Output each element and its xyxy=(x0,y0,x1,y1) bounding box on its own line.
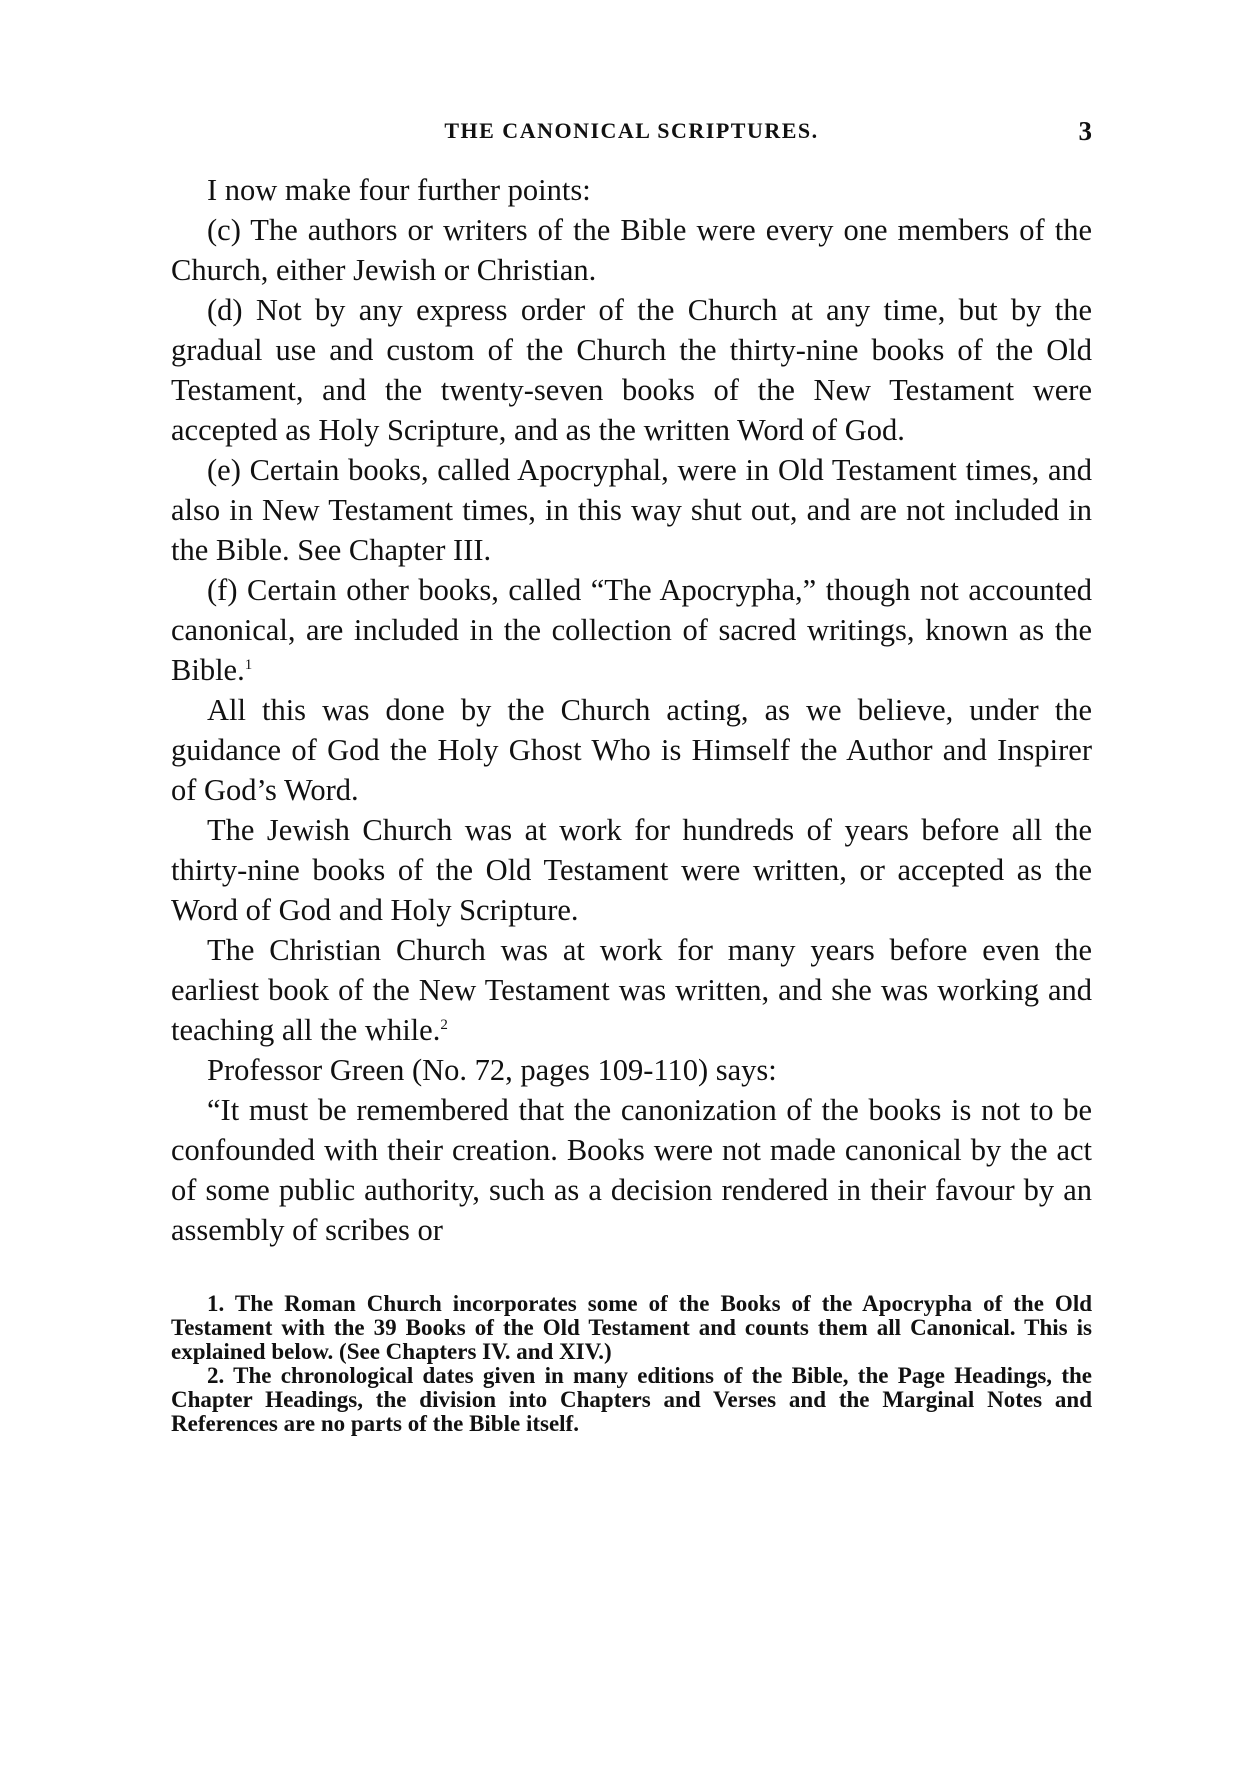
paragraph-church-acting: All this was done by the Church acting, as we believe, under the guidance of God the Holy Ghost Who is Himself the Author and Inspirer of God’s Word. xyxy=(171,693,1092,807)
running-head xyxy=(171,118,1092,158)
book-page xyxy=(171,118,1092,1436)
footnote-ref-2: 2 xyxy=(440,1016,448,1033)
footnote-ref-1: 1 xyxy=(244,656,253,673)
paragraph-intro: I now make four further points: xyxy=(207,173,591,207)
footnote-2: 2. The chronological dates given in many editions of the Bible, the Page Headings, the Chapter Headings, the division into Chapters and Verses and the Marginal Notes and References are no parts of the Bible itself. xyxy=(171,1363,1092,1436)
paragraph-quotation: “It must be remembered that the canonization of the books is not to be confounded with their creation. Books were not made canonical by the act of some public authority, such as a decision rendered in their favour by an assembly of scribes or xyxy=(171,1093,1092,1247)
paragraph-jewish-church: The Jewish Church was at work for hundreds of years before all the thirty-nine books of the Old Testament were written, or accepted as the Word of God and Holy Scripture. xyxy=(171,813,1092,927)
footnotes xyxy=(171,1292,1092,1436)
running-head-title: THE CANONICAL SCRIPTURES. xyxy=(444,118,819,143)
page-number: 3 xyxy=(1078,116,1092,146)
footnote-1: 1. The Roman Church incorporates some of the Books of the Apocrypha of the Old Testament with the 39 Books of the Old Testament and counts them all Canonical. This is explained below. (See Chapters IV. and XIV.) xyxy=(171,1291,1092,1364)
paragraph-point-c: (c) The authors or writers of the Bible were every one members of the Church, either Jewish or Christian. xyxy=(171,213,1092,287)
paragraph-point-d: (d) Not by any express order of the Church at any time, but by the gradual use and custom of the Church the thirty-nine books of the Old Testament, and the twenty-seven books of the New Testament were accepted as Holy Scripture, and as the written Word of God. xyxy=(171,293,1092,447)
paragraph-christian-church: The Christian Church was at work for many years before even the earliest book of the New Testament was written, and she was working and teaching all the while.$^2$ xyxy=(171,933,1092,1047)
paragraph-professor-green: Professor Green (No. 72, pages 109-110) says: xyxy=(207,1053,777,1087)
paragraph-point-f: (f) Certain other books, called “The Apocrypha,” though not accounted canonical, are included in the collection of sacred writings, known as the Bible.$^1$ xyxy=(171,573,1092,687)
body-text xyxy=(171,170,1092,1250)
paragraph-point-e: (e) Certain books, called Apocryphal, were in Old Testament times, and also in New Testament times, in this way shut out, and are not included in the Bible. See Chapter III. xyxy=(171,453,1092,567)
